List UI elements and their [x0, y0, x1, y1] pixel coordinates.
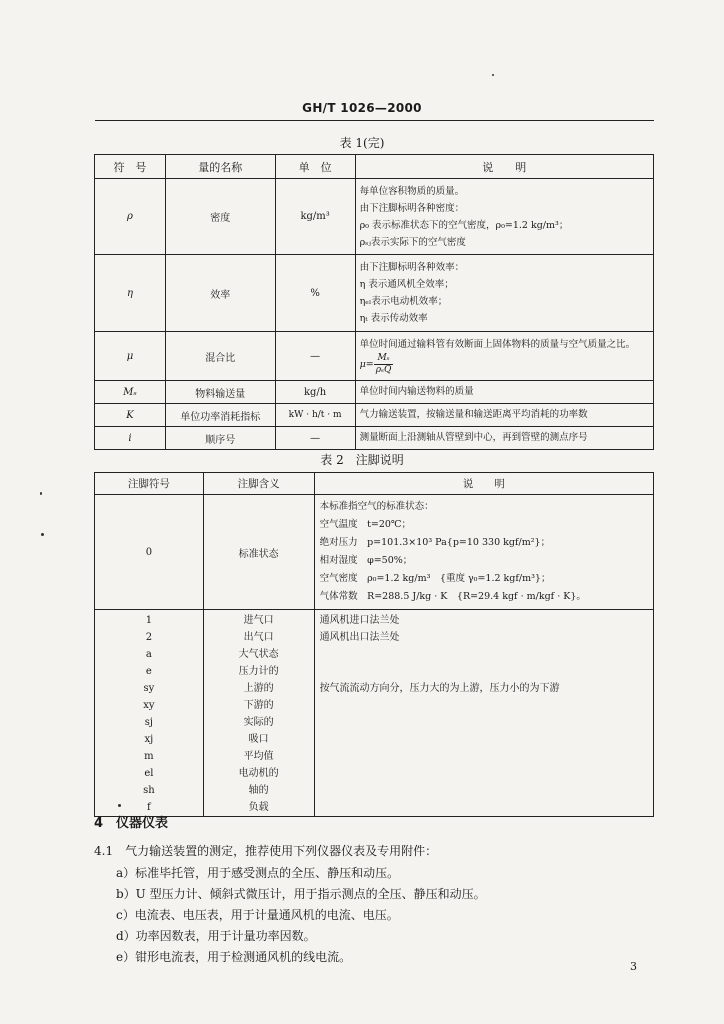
desc-line: 气体常数 R=288.5 J/kg · K {R=29.4 kgf · m/kgf · K}。 [319, 591, 586, 602]
cell-description: 单位时间内输送物料的质量 [355, 381, 653, 404]
subscript-meaning: 压力计的 [238, 666, 279, 677]
desc-line: ηₜ 表示传动效率 [359, 313, 428, 324]
subscript-description: 按气流流动方向分，压力大的为上游，压力小的为下游 [319, 683, 560, 694]
desc-line: ηₑₗ表示电动机效率； [359, 296, 448, 307]
table2-row-subscripts [95, 610, 654, 817]
subscript-description [315, 782, 653, 799]
subscript-description [315, 714, 653, 731]
cell-symbol: η [95, 255, 166, 332]
cell-name: 单位功率消耗指标 [165, 404, 275, 427]
subscript-description [315, 663, 653, 680]
table2-header-row [95, 473, 654, 495]
table1-header-row [95, 155, 654, 179]
subscript-meaning: 负载 [248, 802, 269, 813]
cell-symbol: K [95, 404, 166, 427]
subscript-symbol: sh [143, 785, 155, 796]
subscript-description [315, 748, 653, 765]
scan-speck [492, 74, 494, 76]
table1-header-description: 说 明 [355, 155, 653, 179]
subscript-meaning: 进气口 [243, 615, 274, 626]
desc-line: 由下注脚标明各种效率： [359, 262, 465, 273]
table2-title: 表 2 注脚说明 [320, 453, 404, 467]
desc-line: ρ₀ 表示标准状态下的空气密度，ρ₀=1.2 kg/m³； [359, 219, 569, 231]
table1-header-name: 量的名称 [165, 155, 275, 179]
formula-numerator: Mₛ [374, 353, 394, 365]
cell-unit: kW · h/t · m [275, 404, 355, 427]
cell-unit: — [275, 427, 355, 450]
subscript-meaning: 吸口 [248, 734, 269, 745]
cell-description: 气力输送装置，按输送量和输送距离平均消耗的功率数 [355, 404, 653, 427]
table1-row-material-flow [95, 381, 654, 404]
subscript-description-column [314, 610, 653, 817]
subscript-description [315, 799, 653, 816]
mixing-ratio-formula [360, 353, 649, 376]
cell-name: 顺序号 [165, 427, 275, 450]
subscript-description [315, 731, 653, 748]
instrument-item-e: e）钳形电流表，用于检测通风机的线电流。 [116, 950, 352, 964]
instrument-item-b: b）U 型压力计、倾斜式微压计，用于指示测点的全压、静压和动压。 [116, 887, 486, 901]
subscript-description: 通风机出口法兰处 [319, 632, 400, 643]
subscript-meaning: 出气口 [243, 632, 274, 643]
subscript-symbol: sj [144, 717, 153, 728]
subscript-symbol: 2 [145, 632, 153, 643]
scan-speck [41, 533, 44, 536]
desc-line: 绝对压力 p=101.3×10³ Pa{p=10 330 kgf/m²}； [319, 537, 551, 548]
table2-header-meaning: 注脚含义 [203, 473, 314, 495]
subscript-symbol: xj [144, 734, 154, 745]
page-number: 3 [630, 960, 637, 973]
subscript-symbol: 1 [145, 615, 153, 626]
subscript-meaning: 实际的 [243, 717, 274, 728]
standard-code-header: GH/T 1026—2000 [302, 101, 422, 115]
cell-description [355, 255, 653, 332]
cell-name: 密度 [165, 179, 275, 255]
formula-denominator: ρₛQ [375, 365, 392, 375]
subscript-meaning: 轴的 [248, 785, 269, 796]
table2 [94, 472, 654, 817]
formula-lhs: μ= [359, 359, 374, 370]
cell-meaning: 标准状态 [203, 495, 314, 610]
cell-name: 效率 [165, 255, 275, 332]
instrument-item-c: c）电流表、电压表，用于计量通风机的电流、电压。 [116, 908, 399, 922]
subscript-symbol: xy [143, 700, 155, 711]
cell-symbol: 0 [95, 495, 204, 610]
table1 [94, 154, 654, 450]
cell-name: 物料输送量 [165, 381, 275, 404]
subscript-symbol: el [144, 768, 154, 779]
desc-line: 空气密度 ρ₀=1.2 kg/m³ {重度 γ₀=1.2 kgf/m³}； [319, 573, 551, 584]
subscript-meaning: 下游的 [243, 700, 274, 711]
scan-speck [118, 804, 121, 807]
subscript-meaning: 电动机的 [238, 768, 279, 779]
subscript-symbol: m [144, 751, 154, 762]
table1-row-mixing-ratio [95, 332, 654, 381]
cell-unit: % [275, 255, 355, 332]
formula-fraction [374, 353, 394, 376]
desc-line: ρₛⱼ表示实际下的空气密度 [359, 236, 466, 248]
desc-line: 由下注脚标明各种密度： [359, 202, 465, 214]
cell-description: 测量断面上沿测轴从管壁到中心，再到管壁的测点序号 [355, 427, 653, 450]
subscript-description [315, 765, 653, 782]
desc-line: 空气温度 t=20℃； [319, 519, 412, 530]
cell-description [314, 495, 653, 610]
cell-description [355, 179, 653, 255]
table1-row-power-index [95, 404, 654, 427]
table1-row-sequence [95, 427, 654, 450]
subscript-symbol: a [145, 649, 152, 660]
clause-4-1: 4.1 气力输送装置的测定，推荐使用下列仪器仪表及专用附件： [94, 844, 438, 858]
cell-symbol: i [95, 427, 166, 450]
cell-symbol: Mₛ [95, 381, 166, 404]
desc-line: 每单位容积物质的质量。 [359, 185, 465, 197]
subscript-symbol: sy [143, 683, 155, 694]
cell-unit: — [275, 332, 355, 381]
desc-line: 本标准指空气的标准状态： [319, 501, 434, 512]
subscript-symbol: e [145, 666, 152, 677]
subscript-description [315, 697, 653, 714]
desc-line: η 表示通风机全效率； [359, 279, 454, 290]
subscript-meaning: 平均值 [243, 751, 274, 762]
subscript-symbol: f [147, 802, 151, 813]
cell-name: 混合比 [165, 332, 275, 381]
header-rule [95, 120, 654, 121]
table1-row-efficiency [95, 255, 654, 332]
cell-description [355, 332, 653, 381]
subscript-meaning: 上游的 [243, 683, 274, 694]
subscript-meaning-column [203, 610, 314, 817]
cell-unit: kg/m³ [275, 179, 355, 255]
cell-symbol: μ [95, 332, 166, 381]
table2-header-description: 说 明 [314, 473, 653, 495]
table1-header-symbol: 符 号 [95, 155, 166, 179]
table2-row-standard-state [95, 495, 654, 610]
subscript-description [315, 646, 653, 663]
cell-unit: kg/h [275, 381, 355, 404]
section-4-heading: 4 仪器仪表 [94, 816, 169, 831]
table1-header-unit: 单 位 [275, 155, 355, 179]
instrument-item-d: d）功率因数表，用于计量功率因数。 [116, 929, 316, 943]
subscript-symbol-column [95, 610, 204, 817]
instrument-item-a: a）标准毕托管，用于感受测点的全压、静压和动压。 [116, 866, 400, 880]
table2-header-symbol: 注脚符号 [95, 473, 204, 495]
scan-speck [40, 492, 42, 495]
table1-row-density [95, 179, 654, 255]
desc-line: 相对湿度 φ=50%； [319, 555, 413, 566]
subscript-description: 通风机进口法兰处 [319, 615, 400, 626]
cell-symbol: ρ [95, 179, 166, 255]
desc-line: 单位时间通过输料管有效断面上固体物料的质量与空气质量之比。 [359, 339, 636, 350]
subscript-meaning: 大气状态 [238, 649, 279, 660]
table1-title: 表 1(完) [339, 136, 385, 150]
